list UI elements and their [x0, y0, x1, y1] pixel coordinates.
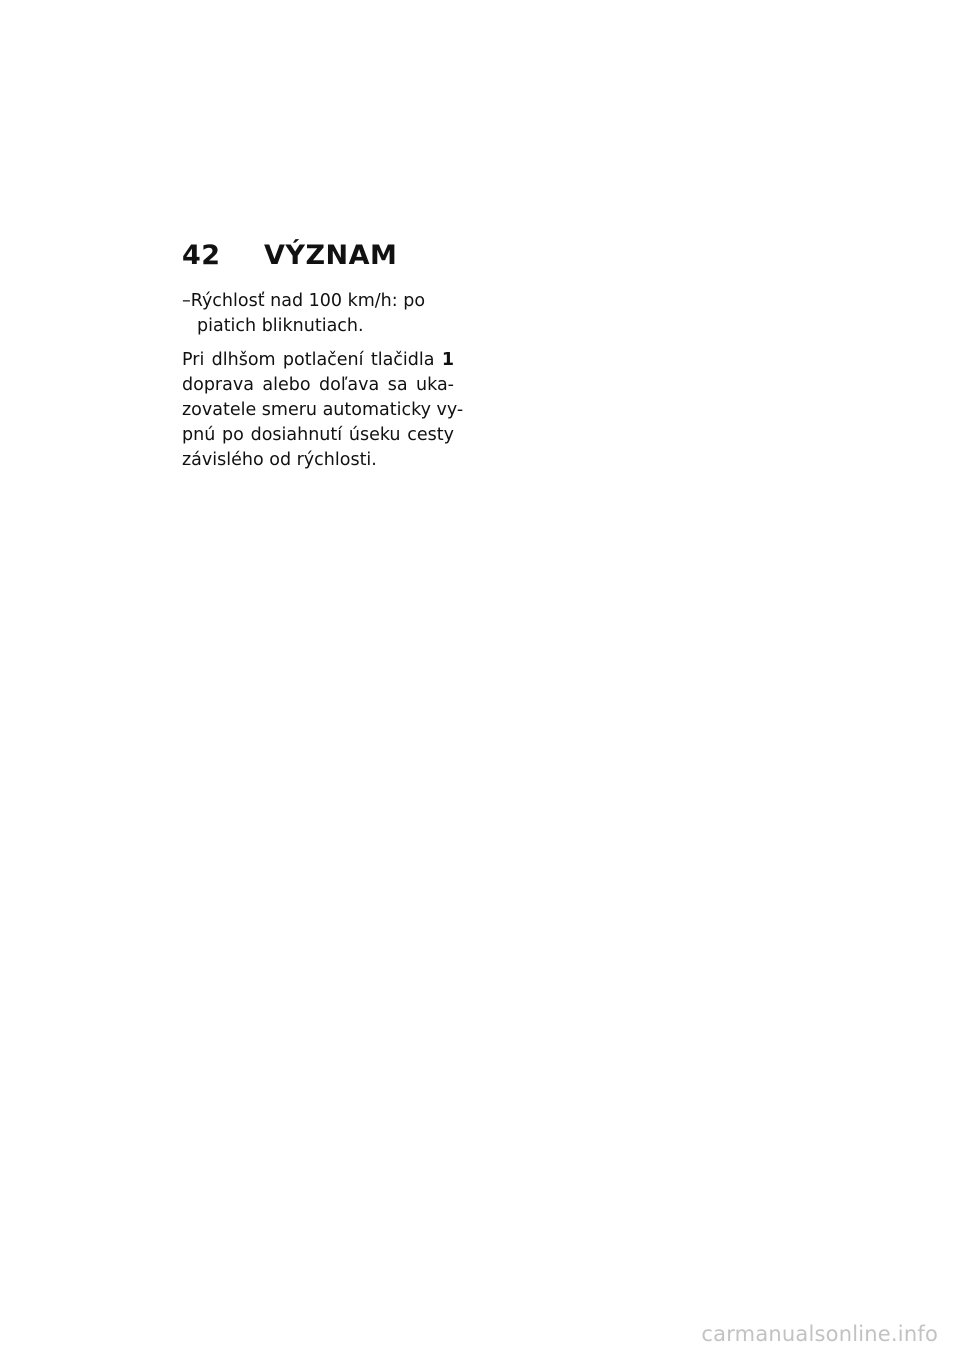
watermark: carmanualsonline.info	[701, 1322, 938, 1346]
paragraph-line: závislého od rýchlosti.	[182, 450, 377, 470]
page-header	[182, 240, 397, 271]
bullet-line-continued: piatich bliknutiach.	[197, 316, 364, 336]
bullet-line	[182, 289, 454, 314]
section-title: VÝZNAM	[264, 240, 398, 271]
page-content	[182, 289, 464, 473]
paragraph-line: zovatele smeru automaticky vy-	[182, 400, 464, 420]
paragraph-text: Pri dlhšom potlačení tlačidla	[182, 350, 442, 370]
list-item	[182, 289, 454, 339]
paragraph-line: pnú po dosiahnutí úseku cesty	[182, 425, 454, 445]
bullet-dash: –	[182, 291, 191, 311]
bullet-text: Rýchlosť nad 100 km/h: po	[190, 291, 426, 311]
paragraph-line: doprava alebo doľava sa uka-	[182, 375, 454, 395]
button-reference-number: 1	[441, 350, 454, 370]
body-paragraph	[182, 348, 464, 473]
paragraph-line	[182, 348, 454, 373]
page-number: 42	[182, 240, 221, 271]
